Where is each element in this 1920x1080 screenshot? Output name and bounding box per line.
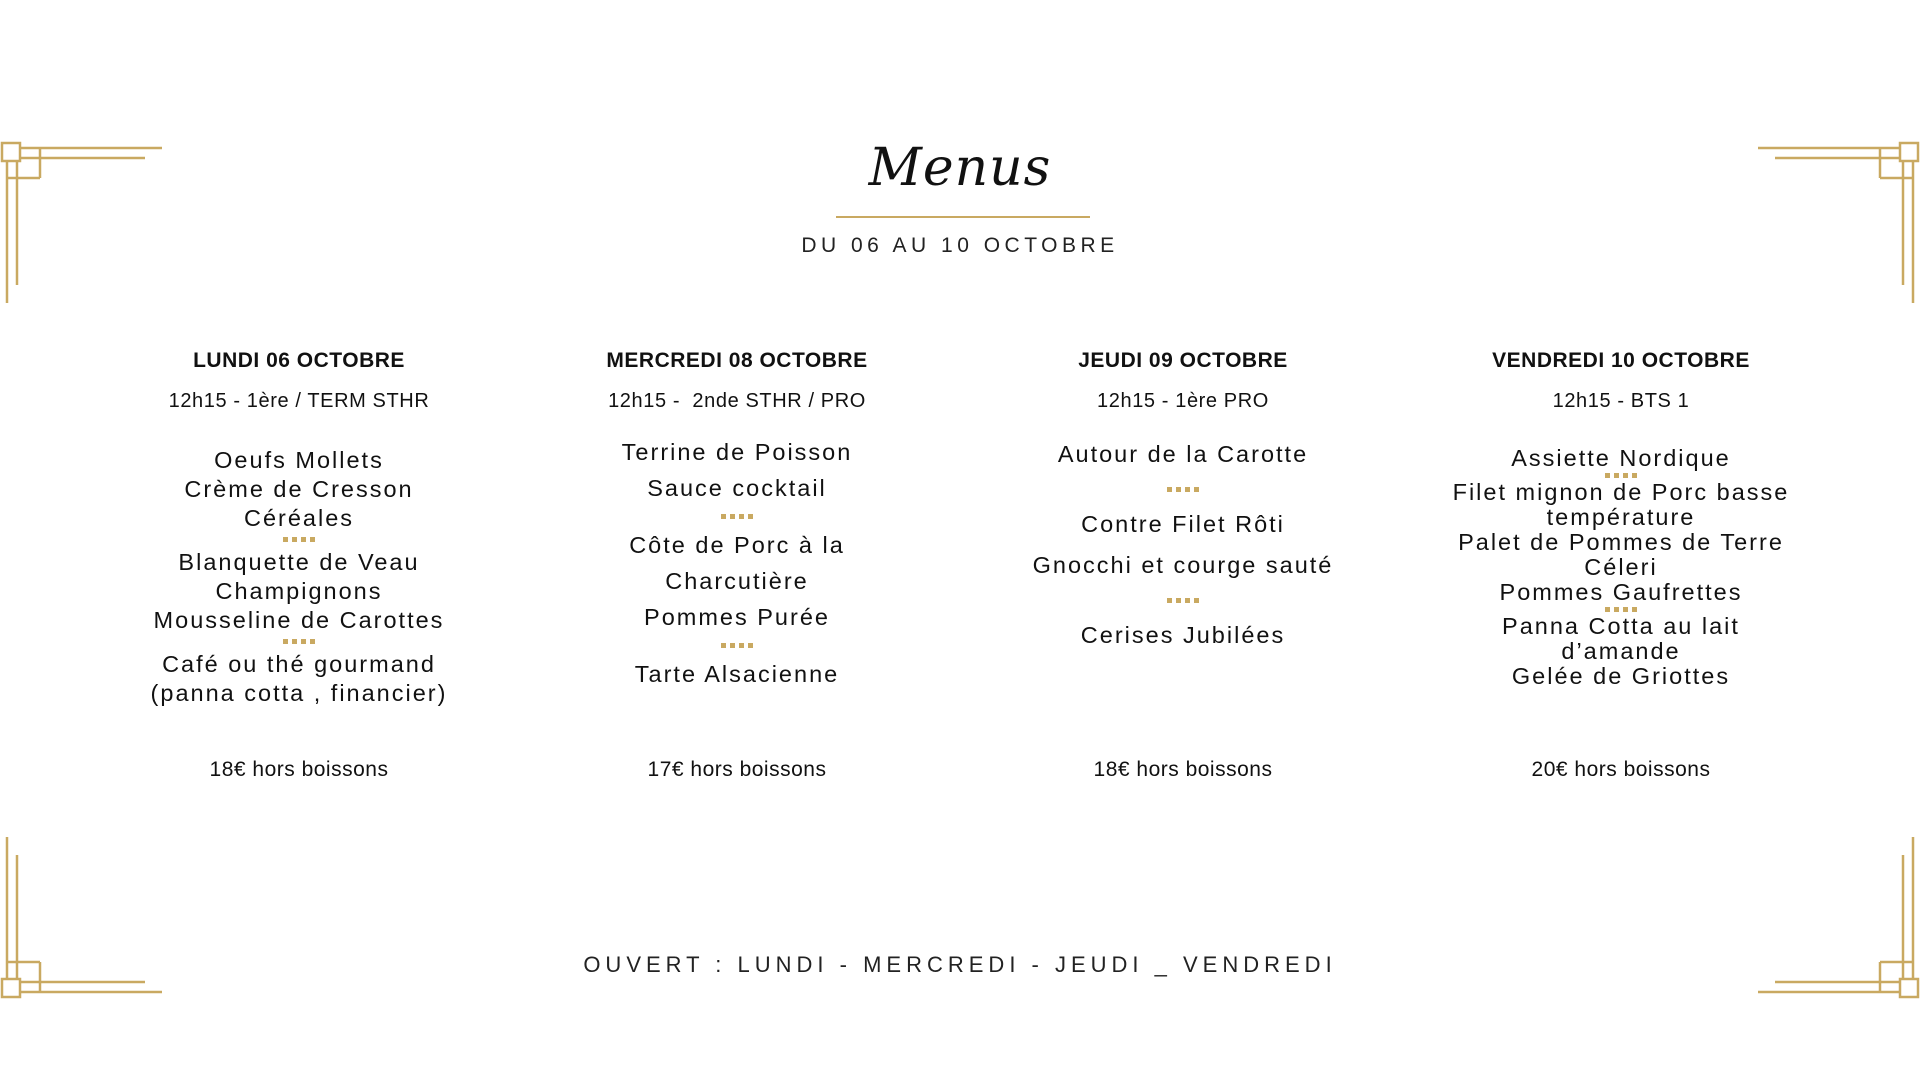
dish-line: Céréales xyxy=(243,505,355,531)
course-separator xyxy=(973,586,1393,615)
menu-column-friday xyxy=(1411,346,1831,689)
courses-list xyxy=(1411,446,1831,689)
course-separator xyxy=(527,506,947,527)
dish-line: Café ou thé gourmand xyxy=(162,651,436,677)
menu-column-monday xyxy=(89,346,509,708)
price-label: 17€ hors boissons xyxy=(647,758,827,781)
dish-line: Blanquette de Veau xyxy=(178,549,420,575)
dish-line: d’amande xyxy=(1561,638,1681,664)
dish-line: Oeufs Mollets xyxy=(214,447,384,473)
dish-line: Côte de Porc à la xyxy=(629,532,845,558)
menu-column-thursday xyxy=(973,346,1393,656)
day-heading: MERCREDI 08 OCTOBRE xyxy=(606,349,868,372)
dish-line: Sauce cocktail xyxy=(647,475,827,501)
course-separator xyxy=(973,475,1393,504)
courses-list xyxy=(89,446,509,708)
course-separator xyxy=(527,635,947,656)
dish-line: Gnocchi et courge sauté xyxy=(1032,552,1334,578)
dish-line: Tarte Alsacienne xyxy=(634,661,840,687)
dish-line: Terrine de Poisson xyxy=(621,439,853,465)
day-heading: LUNDI 06 OCTOBRE xyxy=(193,349,405,372)
dish-line: Pommes Gaufrettes xyxy=(1499,579,1743,605)
price-label: 18€ hors boissons xyxy=(209,758,389,781)
dish-line: Filet mignon de Porc basse xyxy=(1452,479,1790,505)
price-label: 18€ hors boissons xyxy=(1093,758,1273,781)
title-divider xyxy=(836,216,1090,218)
price-label: 20€ hors boissons xyxy=(1531,758,1711,781)
dish-line: Contre Filet Rôti xyxy=(1081,511,1285,537)
course-separator xyxy=(89,635,509,650)
dish-line: Pommes Purée xyxy=(644,604,830,630)
dish-line: Autour de la Carotte xyxy=(1057,441,1309,467)
day-heading: VENDREDI 10 OCTOBRE xyxy=(1492,349,1750,372)
dish-line: Céleri xyxy=(1584,554,1658,580)
service-time: 12h15 - 2nde STHR / PRO xyxy=(608,390,866,412)
menu-column-wednesday xyxy=(527,346,947,692)
dish-line: Mousseline de Carottes xyxy=(153,607,445,633)
service-time: 12h15 - BTS 1 xyxy=(1552,390,1690,412)
dish-line: Palet de Pommes de Terre xyxy=(1458,529,1784,555)
dish-line: Champignons xyxy=(215,578,383,604)
opening-days-footer: OUVERT : LUNDI - MERCREDI - JEUDI _ VENDREDI xyxy=(583,952,1337,977)
dish-line: Panna Cotta au lait xyxy=(1502,613,1740,639)
courses-list xyxy=(973,434,1393,656)
dish-line: Cerises Jubilées xyxy=(1080,622,1286,648)
service-time: 12h15 - 1ère PRO xyxy=(1097,390,1269,412)
dish-line: température xyxy=(1546,504,1696,530)
dish-line: Gelée de Griottes xyxy=(1511,663,1731,689)
dish-line: Charcutière xyxy=(665,568,809,594)
courses-list xyxy=(527,434,947,692)
date-range-subtitle: DU 06 AU 10 OCTOBRE xyxy=(801,234,1119,257)
dish-line: (panna cotta , financier) xyxy=(150,680,448,706)
dish-line: Crème de Cresson xyxy=(184,476,414,502)
course-separator xyxy=(89,533,509,548)
dish-line: Assiette Nordique xyxy=(1511,445,1731,471)
page-title: Menus xyxy=(868,138,1052,198)
day-heading: JEUDI 09 OCTOBRE xyxy=(1078,349,1288,372)
service-time: 12h15 - 1ère / TERM STHR xyxy=(168,390,430,412)
